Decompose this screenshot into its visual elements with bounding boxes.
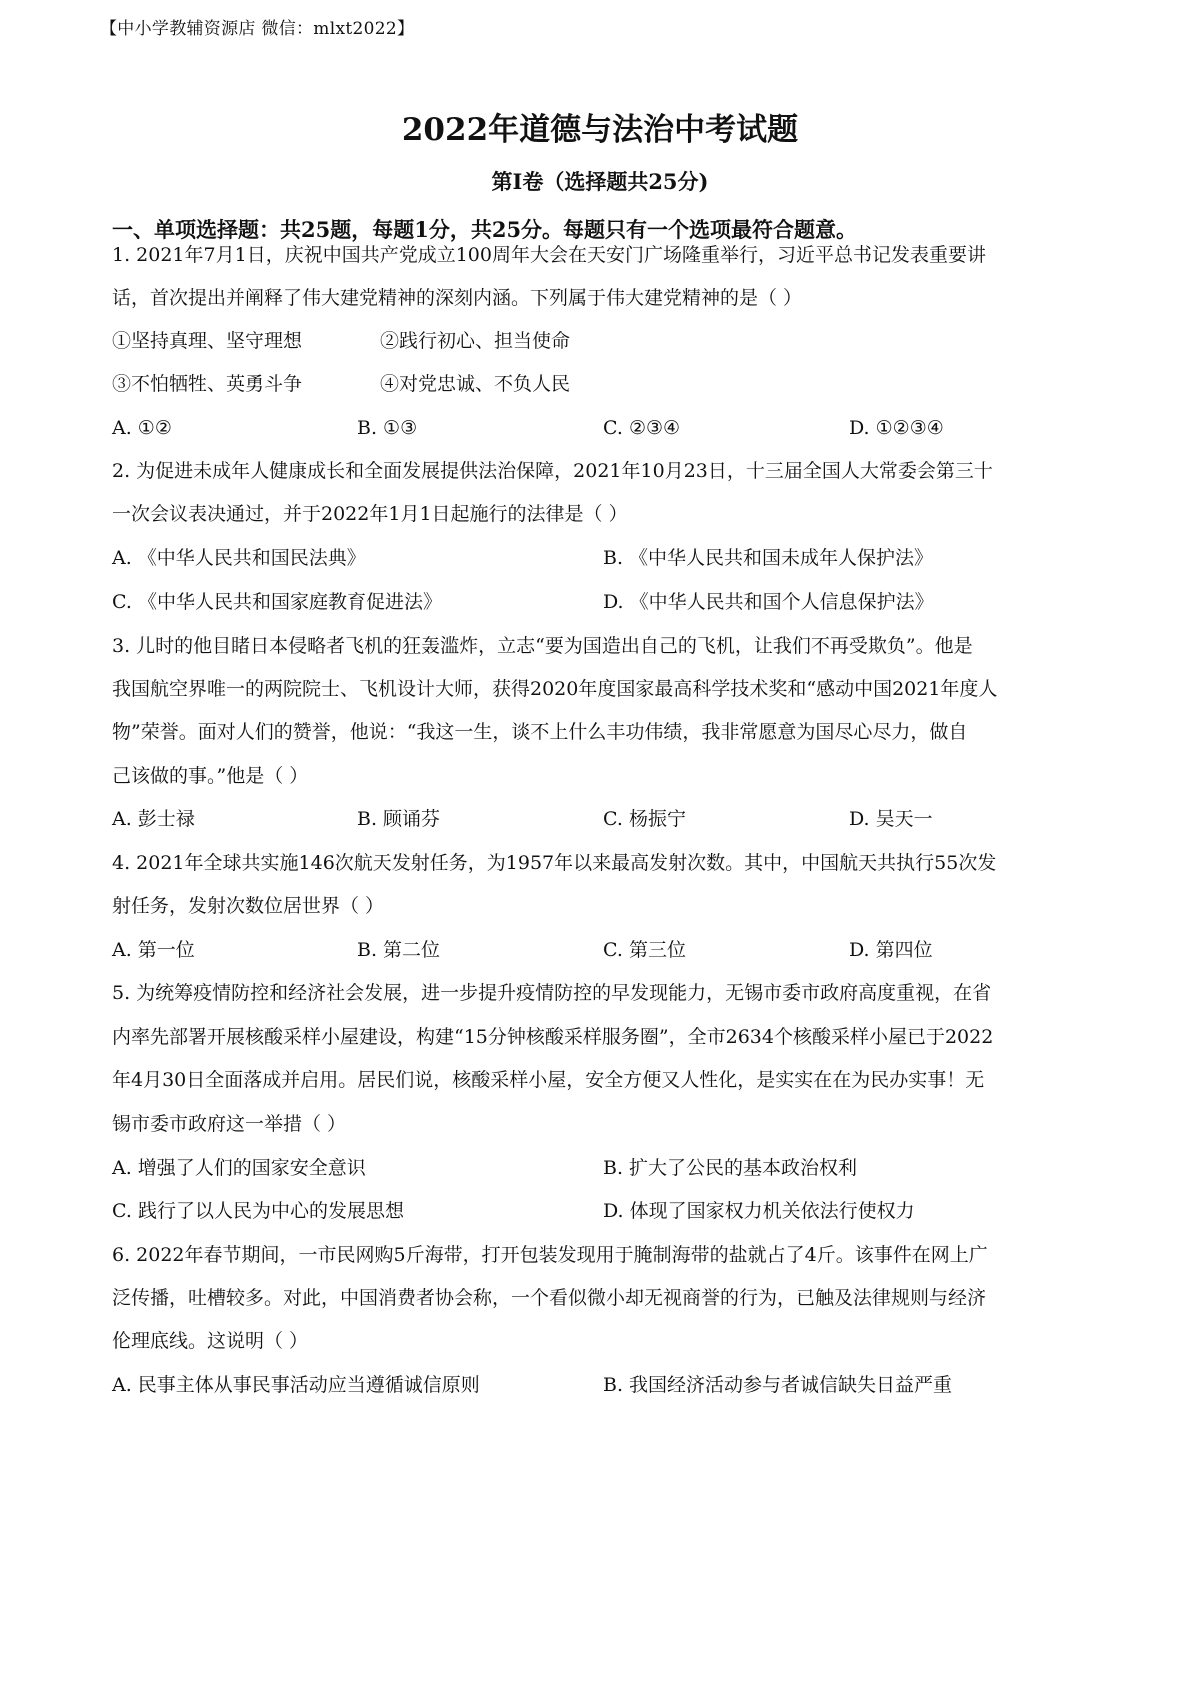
- option-a: A. 增强了人们的国家安全意识: [112, 1157, 366, 1179]
- question-line: 射任务，发射次数位居世界（ ）: [112, 895, 385, 917]
- option-c: C. 杨振宁: [603, 808, 686, 830]
- option-c: C. 第三位: [603, 939, 686, 961]
- option-b: B. 第二位: [357, 939, 441, 961]
- page-title: 2022年道德与法治中考试题: [401, 112, 799, 148]
- option-b: B. 我国经济活动参与者诚信缺失日益严重: [603, 1374, 953, 1396]
- section-heading: 一、单项选择题：共25题，每题1分，共25分。每题只有一个选项最符合题意。: [112, 217, 858, 242]
- question-line: 我国航空界唯一的两院院士、飞机设计大师，获得2020年度国家最高科学技术奖和“感动中国2021年度人: [112, 678, 998, 700]
- option-b: B. ①③: [357, 417, 418, 439]
- statement-item: ④对党忠诚、不负人民: [380, 373, 571, 395]
- option-d: D. 第四位: [849, 939, 933, 961]
- question-line: 物”荣誉。面对人们的赞誉，他说：“我这一生，谈不上什么丰功伟绩，我非常愿意为国尽心尽力，做自: [112, 721, 968, 743]
- option-a: A. 第一位: [112, 939, 195, 961]
- question-line: 2. 为促进未成年人健康成长和全面发展提供法治保障，2021年10月23日，十三届全国人大常委会第三十: [112, 460, 993, 482]
- option-d: D. ①②③④: [849, 417, 944, 439]
- option-c: C. ②③④: [603, 417, 681, 439]
- question-line: 年4月30日全面落成并启用。居民们说，核酸采样小屋，安全方便又人性化，是实实在在为民办实事！无: [112, 1069, 985, 1091]
- part-subtitle: 第I卷（选择题共25分): [491, 169, 709, 194]
- question-line: 伦理底线。这说明（ ）: [112, 1330, 309, 1352]
- option-a: A. 彭士禄: [112, 808, 195, 830]
- question-line: 锡市委市政府这一举措（ ）: [112, 1113, 347, 1135]
- option-a: A. 《中华人民共和国民法典》: [112, 547, 366, 569]
- question-line: 3. 儿时的他目睹日本侵略者飞机的狂轰滥炸，立志“要为国造出自己的飞机，让我们不再受欺负”。他是: [112, 635, 973, 657]
- question-line: 泛传播，吐槽较多。对此，中国消费者协会称，一个看似微小却无视商誉的行为，已触及法律规则与经济: [112, 1287, 987, 1309]
- option-b: B. 《中华人民共和国未成年人保护法》: [603, 547, 934, 569]
- option-b: B. 扩大了公民的基本政治权利: [603, 1157, 858, 1179]
- option-b: B. 顾诵芬: [357, 808, 441, 830]
- statement-item: ①坚持真理、坚守理想: [112, 330, 303, 352]
- statement-item: ②践行初心、担当使命: [380, 330, 571, 352]
- statement-item: ③不怕牺牲、英勇斗争: [112, 373, 303, 395]
- question-line: 1. 2021年7月1日，庆祝中国共产党成立100周年大会在天安门广场隆重举行，习近平总书记发表重要讲: [112, 244, 986, 266]
- question-line: 6. 2022年春节期间，一市民网购5斤海带，打开包装发现用于腌制海带的盐就占了4斤。该事件在网上广: [112, 1244, 988, 1266]
- question-line: 4. 2021年全球共实施146次航天发射任务，为1957年以来最高发射次数。其中，中国航天共执行55次发: [112, 852, 997, 874]
- option-d: D. 《中华人民共和国个人信息保护法》: [603, 591, 934, 613]
- option-d: D. 吴天一: [849, 808, 933, 830]
- option-d: D. 体现了国家权力机关依法行使权力: [603, 1200, 915, 1222]
- header-note: 【中小学教辅资源店 微信：mlxt2022】: [100, 19, 415, 39]
- option-a: A. 民事主体从事民事活动应当遵循诚信原则: [112, 1374, 480, 1396]
- option-c: C. 践行了以人民为中心的发展思想: [112, 1200, 404, 1222]
- question-line: 内率先部署开展核酸采样小屋建设，构建“15分钟核酸采样服务圈”，全市2634个核酸采样小屋已于2022: [112, 1026, 994, 1048]
- option-c: C. 《中华人民共和国家庭教育促进法》: [112, 591, 442, 613]
- option-a: A. ①②: [112, 417, 172, 439]
- question-line: 己该做的事。”他是（ ）: [112, 765, 309, 787]
- question-line: 5. 为统筹疫情防控和经济社会发展，进一步提升疫情防控的早发现能力，无锡市委市政府高度重视，在省: [112, 982, 992, 1004]
- question-line: 一次会议表决通过，并于2022年1月1日起施行的法律是（ ）: [112, 503, 628, 525]
- question-line: 话，首次提出并阐释了伟大建党精神的深刻内涵。下列属于伟大建党精神的是（ ）: [112, 287, 803, 309]
